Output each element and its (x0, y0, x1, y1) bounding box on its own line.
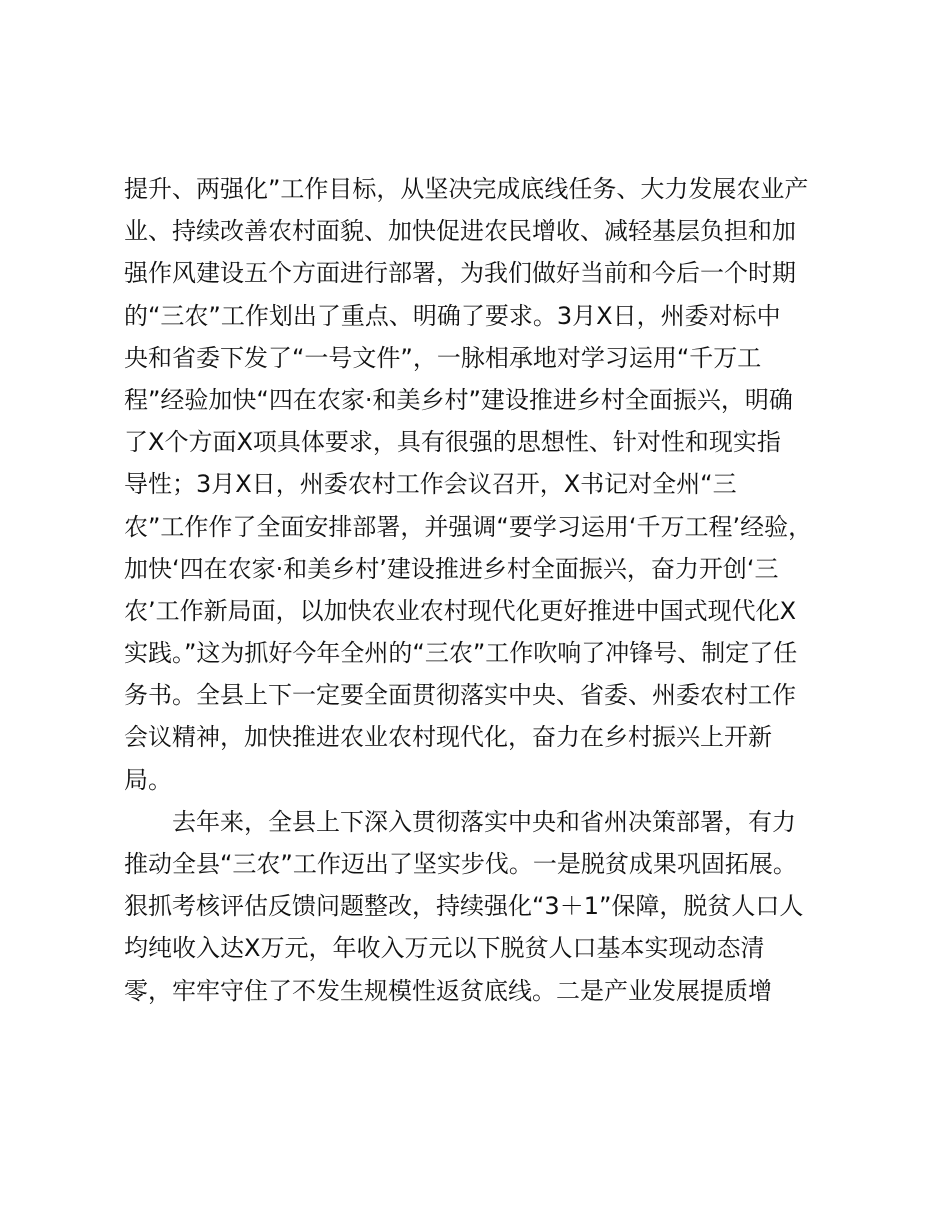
text-line: 程”经验加快“四在农家·和美乡村”建设推进乡村全面振兴，明确 (124, 385, 793, 414)
text-line: 去年来，全县上下深入贯彻落实中央和省州决策部署，有力 (172, 807, 796, 836)
text-line: 农’工作新局面，以加快农业农村现代化更好推进中国式现代化X (124, 596, 797, 625)
text-line: 加快‘四在农家·和美乡村’建设推进乡村全面振兴，奋力开创‘三 (124, 554, 779, 583)
paragraph-2 (124, 801, 836, 1012)
text-line: 业、持续改善农村面貌、加快促进农民增收、减轻基层负担和加 (124, 217, 796, 246)
text-line: 的“三农”工作划出了重点、明确了要求。3月X日，州委对标中 (124, 301, 781, 330)
paragraph-1 (124, 168, 836, 801)
text-line: 零，牢牢守住了不发生规模性返贫底线。二是产业发展提质增 (124, 976, 772, 1005)
text-line: 局。 (124, 765, 172, 794)
text-line: 务书。全县上下一定要全面贯彻落实中央、省委、州委农村工作 (124, 681, 796, 710)
text-line: 央和省委下发了“一号文件”，一脉相承地对学习运用“千万工 (124, 343, 762, 372)
text-line: 均纯收入达X万元，年收入万元以下脱贫人口基本实现动态清 (124, 934, 765, 963)
text-line: 推动全县“三农”工作迈出了坚实步伐。一是脱贫成果巩固拓展。 (124, 850, 797, 878)
text-line: 导性；3月X日，州委农村工作会议召开，X书记对全州“三 (124, 470, 737, 499)
text-line: 了X个方面X项具体要求，具有很强的思想性、针对性和现实指 (124, 428, 781, 457)
text-line: 狠抓考核评估反馈问题整改，持续强化“3＋1”保障，脱贫人口人 (124, 892, 804, 921)
text-line: 农”工作作了全面安排部署，并强调“要学习运用‘千万工程’经验， (124, 512, 813, 541)
text-line: 实践。”这为抓好今年全州的“三农”工作吹响了冲锋号、制定了任 (124, 639, 798, 668)
text-line: 强作风建设五个方面进行部署，为我们做好当前和今后一个时期 (124, 259, 796, 288)
document-body (124, 168, 836, 1012)
text-line: 会议精神，加快推进农业农村现代化，奋力在乡村振兴上开新 (124, 723, 772, 752)
text-line: 提升、两强化”工作目标，从坚决完成底线任务、大力发展农业产 (124, 175, 809, 203)
